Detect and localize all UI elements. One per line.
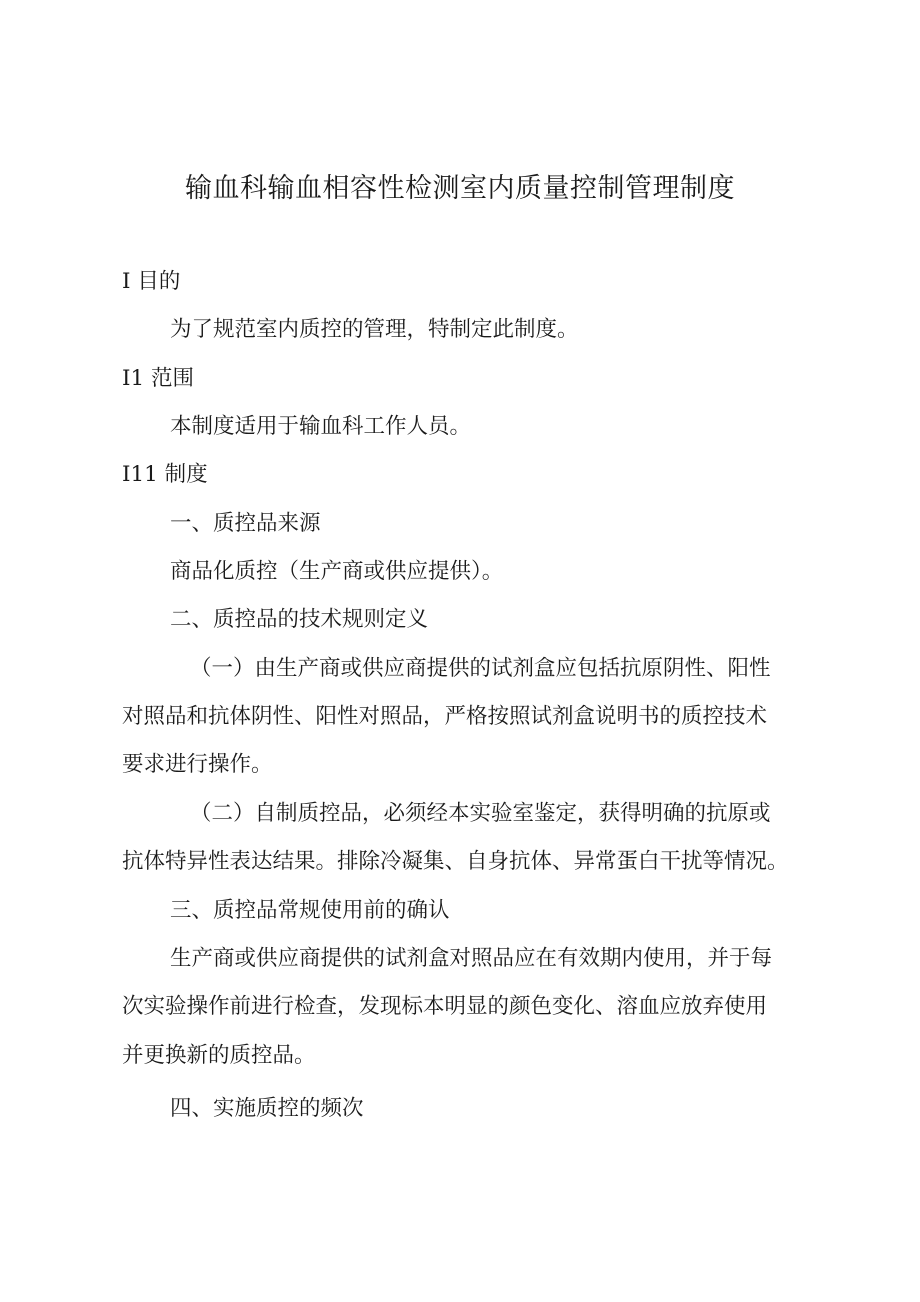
section-2-heading: I1 范围 xyxy=(122,366,195,391)
section-1-heading: I 目的 xyxy=(122,269,181,294)
item-3-line-2: 次实验操作前进行检查，发现标本明显的颜色变化、溶血应放弃使用 xyxy=(122,994,768,1019)
section-2-body: 本制度适用于输血科工作人员。 xyxy=(170,414,472,439)
section-1-body: 为了规范室内质控的管理，特制定此制度。 xyxy=(170,317,579,342)
item-4-heading: 四、实施质控的频次 xyxy=(170,1096,364,1121)
item-2-sub-1-line-3: 要求进行操作。 xyxy=(122,752,273,777)
item-2-sub-1-line-1: （一）由生产商或供应商提供的试剂盒应包括抗原阴性、阳性 xyxy=(190,656,771,681)
section-3-heading: I11 制度 xyxy=(122,462,208,487)
item-1-heading: 一、质控品来源 xyxy=(170,511,321,536)
document-title: 输血科输血相容性检测室内质量控制管理制度 xyxy=(185,173,735,204)
item-1-body: 商品化质控（生产商或供应提供）。 xyxy=(170,559,504,584)
item-3-heading: 三、质控品常规使用前的确认 xyxy=(170,898,450,923)
item-2-heading: 二、质控品的技术规则定义 xyxy=(170,607,429,632)
item-2-sub-2-line-1: （二）自制质控品，必须经本实验室鉴定，获得明确的抗原或 xyxy=(190,801,771,826)
item-2-sub-1-line-2: 对照品和抗体阴性、阳性对照品，严格按照试剂盒说明书的质控技术 xyxy=(122,704,768,729)
item-2-sub-2-line-2: 抗体特异性表达结果。排除冷凝集、自身抗体、异常蛋白干扰等情况。 xyxy=(122,849,789,874)
item-3-line-1: 生产商或供应商提供的试剂盒对照品应在有效期内使用，并于每 xyxy=(170,946,773,971)
item-3-line-3: 并更换新的质控品。 xyxy=(122,1043,316,1068)
